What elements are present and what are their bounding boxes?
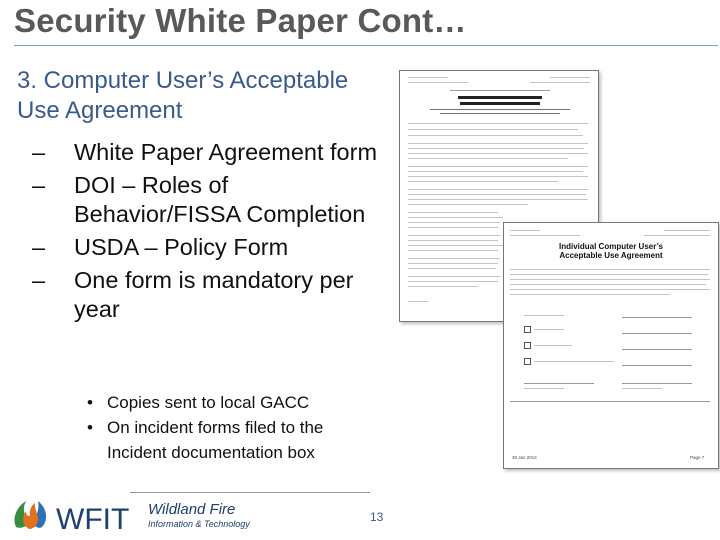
doc-title-line1: Individual Computer User’s <box>558 242 664 251</box>
bullet-item <box>28 266 378 324</box>
bullet-item <box>28 138 378 167</box>
doc-text-line <box>408 222 500 223</box>
doc-text-line <box>510 279 710 280</box>
doc-text-line <box>408 286 478 287</box>
doc-signature-rule <box>622 317 692 318</box>
doc-heading-line <box>450 90 550 91</box>
subbullet-text: Copies sent to local GACC <box>107 393 310 412</box>
doc-title-bar <box>460 102 540 105</box>
doc-text-line <box>510 269 710 270</box>
doc-title-line2: Acceptable Use Agreement <box>559 251 663 260</box>
doc-text-line <box>408 189 588 190</box>
doc-text-line <box>408 171 583 172</box>
doc-field-line <box>524 388 564 389</box>
bullet-item <box>28 233 378 262</box>
doc-text-line <box>408 250 498 251</box>
subbullet-list <box>85 390 385 465</box>
doc-text-line <box>510 294 670 295</box>
doc-text-line <box>408 268 496 269</box>
subbullet-item <box>85 415 385 465</box>
doc-signature-rule <box>622 349 692 350</box>
doc-header-line <box>510 230 540 231</box>
bullet-marker: – <box>32 234 46 260</box>
doc-checkbox <box>524 342 531 349</box>
logo-line2: Information & Technology <box>148 519 250 529</box>
doc-signature-rule <box>524 383 594 384</box>
doc-text-line <box>408 281 498 282</box>
doc-header-line <box>550 77 590 78</box>
doc-text-line <box>408 263 498 264</box>
slide-subtitle: 3. Computer User’s Acceptable Use Agreement <box>17 67 349 124</box>
globe-flame-icon <box>14 501 46 529</box>
bullet-marker: – <box>32 172 46 198</box>
logo-line1: Wildland Fire <box>148 501 236 518</box>
subbullet-text: On incident forms filed to the Incident documentation box <box>107 418 324 462</box>
bullet-text: USDA – Policy Form <box>74 234 289 260</box>
doc-text-line <box>408 245 503 246</box>
logo-acronym: WFIT <box>56 503 130 536</box>
doc-subheading-line <box>430 109 570 110</box>
doc-header-line <box>664 230 710 231</box>
doc-text-line <box>408 212 498 213</box>
doc-checkbox <box>524 358 531 365</box>
doc-signature-rule <box>622 383 692 384</box>
doc-text-line <box>510 274 708 275</box>
doc-text-line <box>408 240 498 241</box>
doc-header-line <box>408 77 448 78</box>
doc-footer-date: 30 Jan 2014 <box>512 455 537 460</box>
doc-text-line <box>408 258 500 259</box>
bullet-marker: – <box>32 139 46 165</box>
bullet-text: One form is mandatory per year <box>74 267 354 322</box>
agreement-form-thumbnail-front <box>503 222 719 469</box>
doc-subheading-line <box>440 113 560 114</box>
doc-text-line <box>408 143 588 144</box>
doc-signature-rule <box>622 333 692 334</box>
subbullet-marker: • <box>87 418 93 437</box>
bullet-text: DOI – Roles of Behavior/FISSA Completion <box>74 172 366 227</box>
doc-text-line <box>408 153 588 154</box>
flame-shape <box>23 503 38 529</box>
doc-field-line <box>524 315 564 316</box>
doc-header-line <box>408 82 468 83</box>
doc-text-line <box>408 135 583 136</box>
doc-text-line <box>408 301 428 302</box>
doc-header-line <box>644 235 710 236</box>
doc-field-line <box>534 361 614 362</box>
doc-text-line <box>408 148 584 149</box>
doc-text-line <box>408 217 503 218</box>
doc-text-line <box>408 129 578 130</box>
doc-footer-page: Page 7 <box>690 455 705 460</box>
doc-text-line <box>408 176 588 177</box>
doc-text-line <box>408 181 558 182</box>
doc-text-line <box>408 194 586 195</box>
doc-text-line <box>408 158 568 159</box>
wfit-logo <box>8 493 268 537</box>
doc-field-line <box>622 388 662 389</box>
bullet-item <box>28 171 378 229</box>
slide-title: Security White Paper Cont… <box>14 2 467 39</box>
doc-text-line <box>408 166 588 167</box>
doc-text-line <box>408 276 500 277</box>
doc-text-line <box>408 123 588 124</box>
bullet-marker: – <box>32 267 46 293</box>
doc-text-line <box>510 284 706 285</box>
bullet-list <box>28 138 378 328</box>
doc-text-line <box>510 289 710 290</box>
doc-title-bar <box>458 96 542 99</box>
bullet-text: White Paper Agreement form <box>74 139 378 165</box>
title-divider <box>14 45 718 46</box>
doc-text-line <box>408 227 498 228</box>
doc-header-line <box>530 82 590 83</box>
doc-signature-rule <box>622 365 692 366</box>
doc-checkbox <box>524 326 531 333</box>
page-number: 13 <box>370 510 384 524</box>
subbullet-marker: • <box>87 393 93 412</box>
subbullet-item <box>85 390 385 415</box>
doc-text-line <box>510 401 710 402</box>
doc-header-line <box>510 235 580 236</box>
doc-text-line <box>408 204 528 205</box>
doc-field-line <box>534 329 564 330</box>
doc-field-line <box>534 345 572 346</box>
doc-text-line <box>408 199 588 200</box>
doc-text-line <box>408 235 500 236</box>
